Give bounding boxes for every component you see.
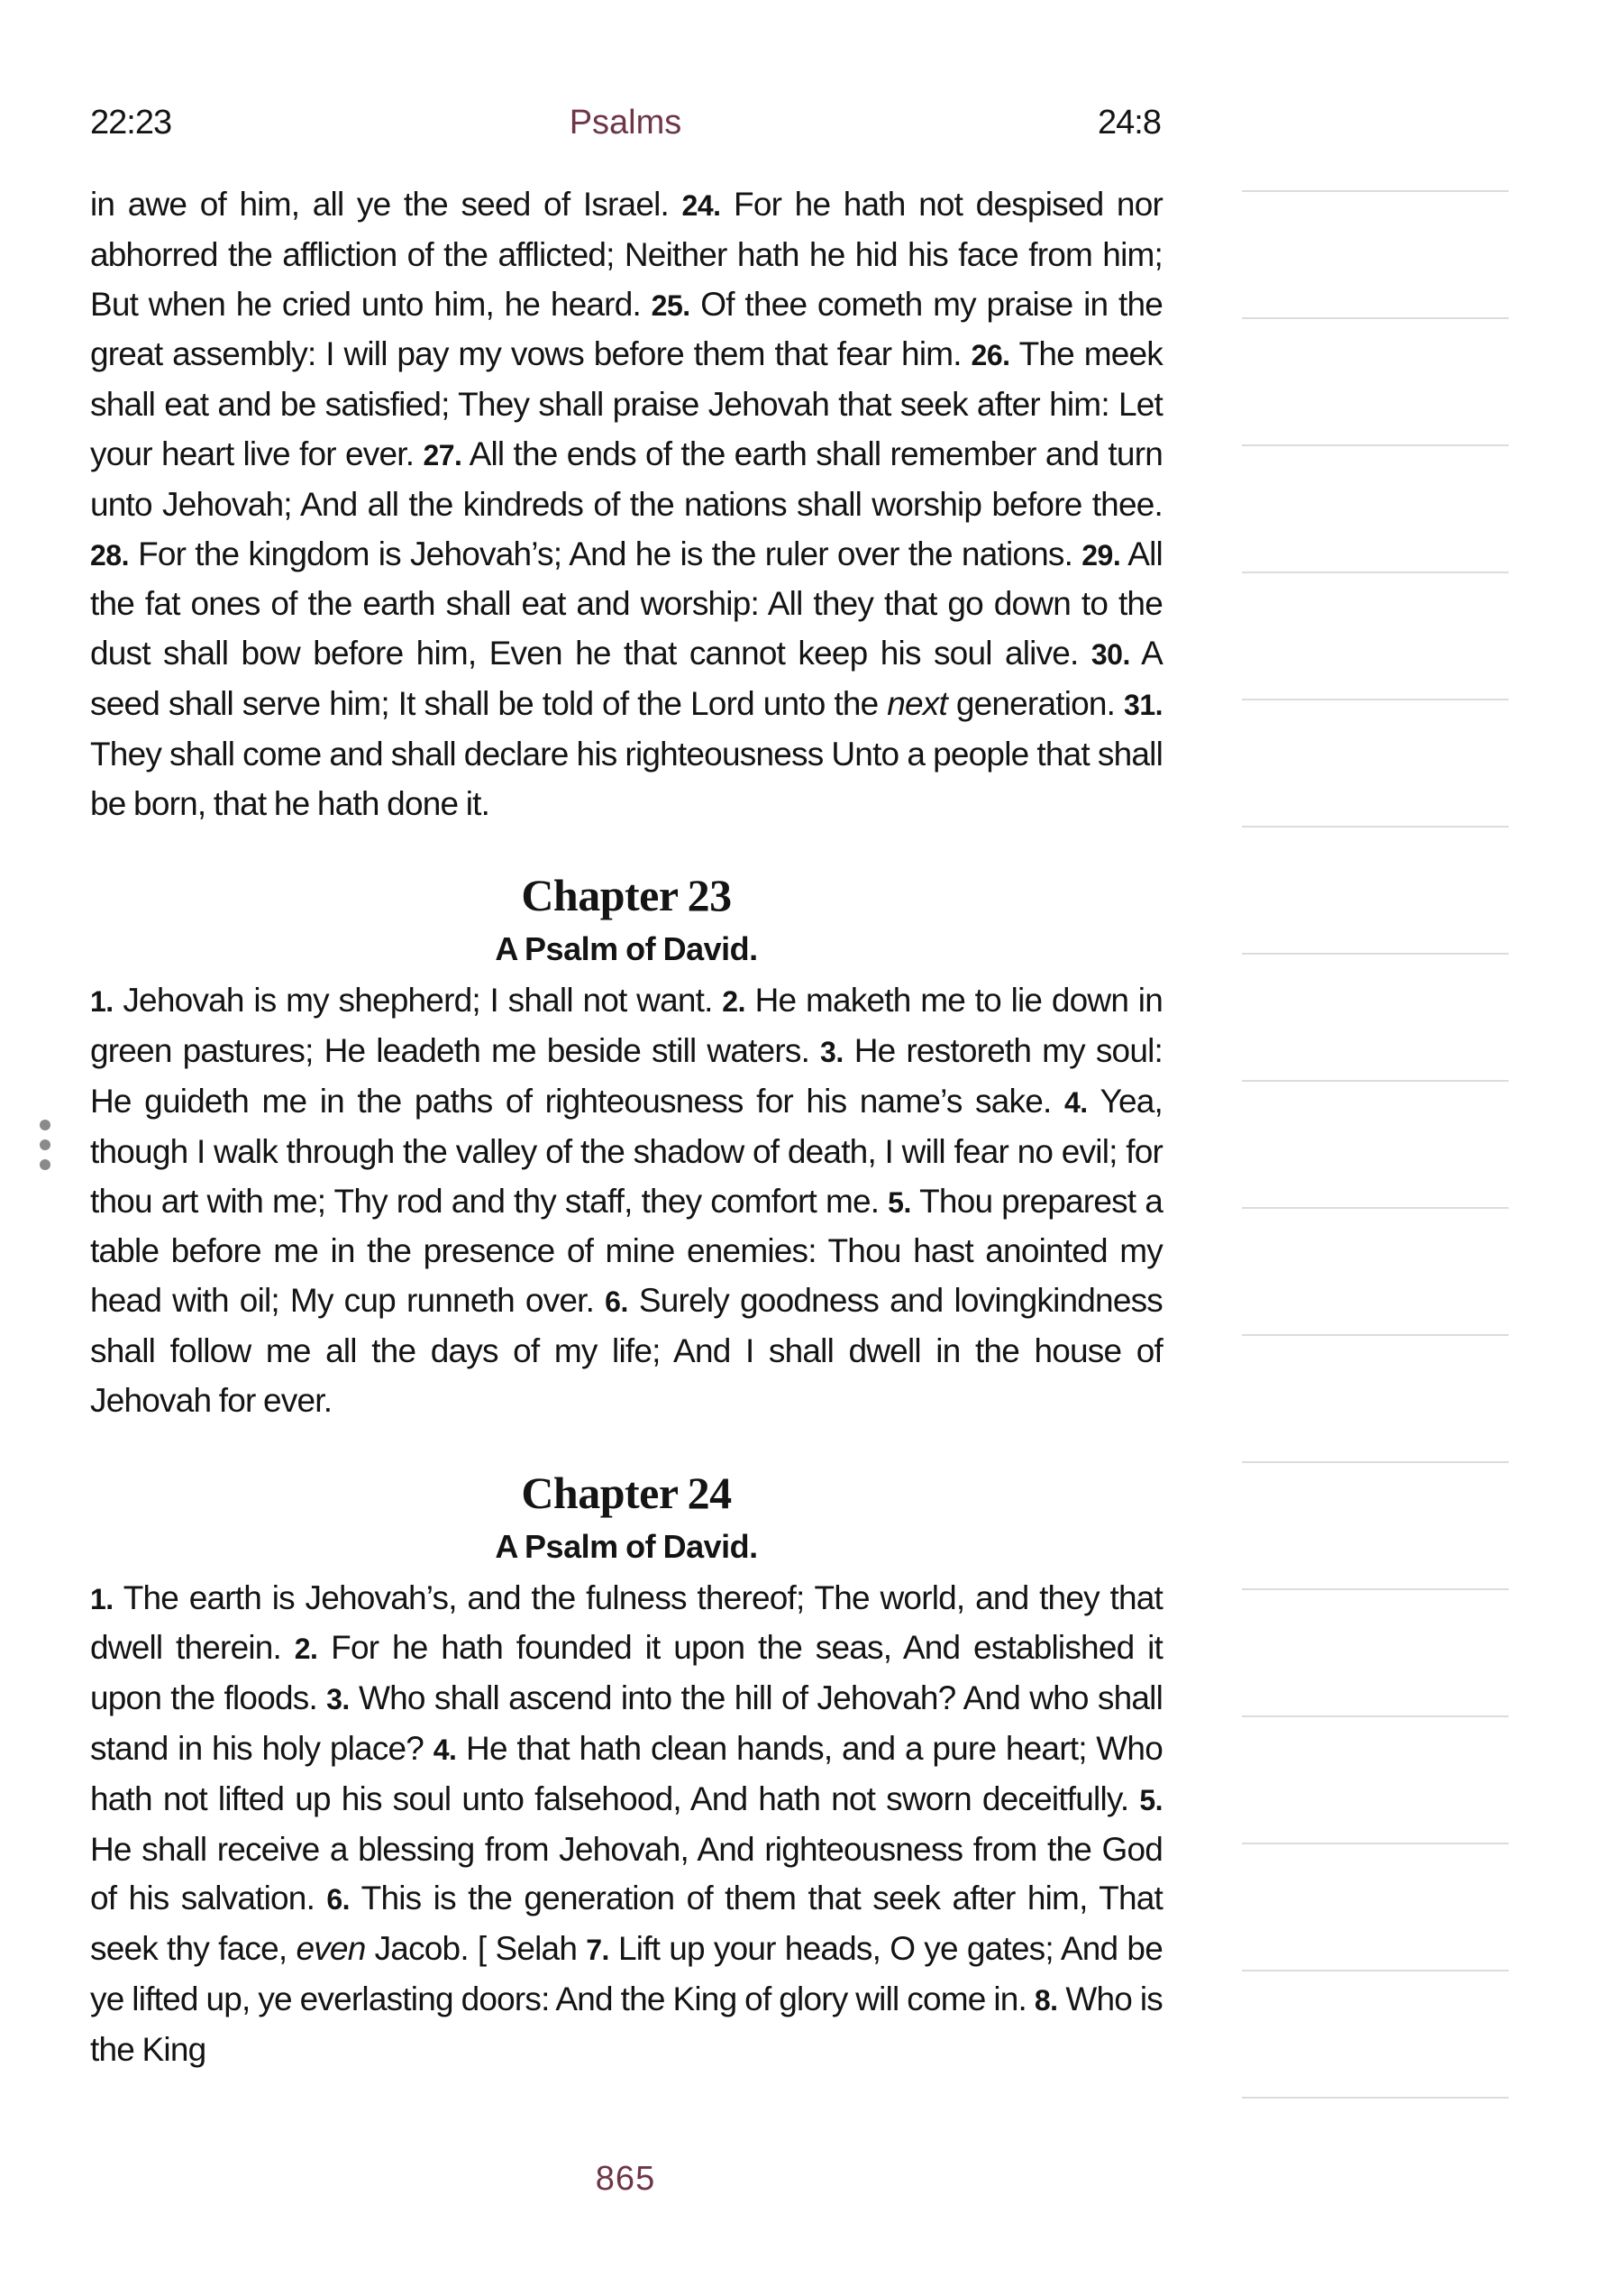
- italic-supplied-word: even: [296, 1930, 366, 1968]
- note-rule-line: [1242, 1588, 1509, 1590]
- verse-number: 1.: [90, 1582, 114, 1615]
- verse-number: 6.: [605, 1285, 628, 1319]
- handle-dot: [40, 1159, 50, 1170]
- verse-number: 8.: [1034, 1983, 1058, 2017]
- verse-number: 3.: [820, 1036, 844, 1069]
- kebab-vertical-icon[interactable]: [36, 1120, 54, 1183]
- notes-margin-rail[interactable]: [1242, 0, 1509, 2296]
- chapter-24-section: [90, 1466, 1163, 2075]
- verse-number: 29.: [1081, 538, 1121, 572]
- note-rule-line: [1242, 2097, 1509, 2099]
- chapter-22-continuation-paragraph: in awe of him, all ye the seed of Israel. 24. For he hath not despised nor abhorred the affliction of the afflicted; Neither hath he hid his face from him; But when he cried unto him, he heard. 25. Of thee cometh my praise in the great assembly: I will pay my vows before them that fear him. 26. The meek shall eat and be satisfied; They shall praise Jehovah that seek after him: Let your heart live for ever. 27. All the ends of the earth shall remember and turn unto Jehovah; And all the kindreds of the nations shall worship before thee. 28. For the kingdom is Jehovah’s; And he is the ruler over the nations. 29. All the fat ones of the earth shall eat and worship: All they that go down to the dust shall bow before him, Even he that cannot keep his soul alive. 30. A seed shall serve him; It shall be told of the Lord unto the next generation. 31. They shall come and shall declare his righteousness Unto a people that shall be born, that he hath done it.: [90, 186, 1164, 822]
- note-rule-line: [1242, 317, 1509, 319]
- verse-number: 30.: [1091, 638, 1130, 672]
- note-rule-line: [1242, 1461, 1509, 1463]
- verse-range-end: 24:8: [1098, 104, 1161, 142]
- chapter-24-subtitle: A Psalm of David.: [495, 1527, 758, 1565]
- handle-dot: [40, 1120, 50, 1130]
- verse-number: 2.: [294, 1633, 318, 1666]
- verse-number: 2.: [722, 985, 745, 1019]
- verse-number: 25.: [651, 288, 690, 322]
- scripture-text-column: [90, 180, 1163, 2075]
- note-rule-line: [1242, 444, 1509, 446]
- chapter-23-section: [90, 868, 1163, 1425]
- note-rule-line: [1242, 1715, 1509, 1717]
- verse-range-start: 22:23: [90, 104, 172, 142]
- italic-supplied-word: next: [887, 684, 947, 722]
- note-rule-line: [1242, 953, 1509, 955]
- verse-number: 5.: [1139, 1783, 1163, 1816]
- verse-number: 24.: [681, 189, 721, 222]
- verse-number: 6.: [326, 1883, 351, 1916]
- verse-number: 31.: [1124, 688, 1163, 721]
- verse-number: 5.: [888, 1185, 911, 1219]
- chapter-23-paragraph: 1. Jehovah is my shepherd; I shall not want. 2. He maketh me to lie down in green pastures; He leadeth me beside still waters. 3. He restoreth my soul: He guideth me in the paths of righteousness for his name’s sake. 4. Yea, though I walk through the valley of the shadow of death, I will fear no evil; for thou art with me; Thy rod and thy staff, they comfort me. 5. Thou preparest a table before me in the presence of mine enemies: Thou hast anointed my head with oil; My cup runneth over. 6. Surely goodness and lovingkindness shall follow me all the days of my life; And I shall dwell in the house of Jehovah for ever.: [90, 982, 1163, 1419]
- chapter-24-paragraph: 1. The earth is Jehovah’s, and the fulness thereof; The world, and they that dwell therein. 2. For he hath founded it upon the seas, And established it upon the floods. 3. Who shall ascend into the hill of Jehovah? And who shall stand in his holy place? 4. He that hath clean hands, and a pure heart; Who hath not lifted up his soul unto falsehood, And hath not sworn deceitfully. 5. He shall receive a blessing from Jehovah, And righteousness from the God of his salvation. 6. This is the generation of them that seek after him, That seek thy face, even Jacob. [ Selah 7. Lift up your heads, O ye gates; And be ye lifted up, ye everlasting doors: And the King of glory will come in. 8. Who is the King: [90, 1578, 1164, 2068]
- handle-dot: [40, 1139, 50, 1150]
- note-rule-line: [1242, 1843, 1509, 1844]
- chapter-23-subtitle: A Psalm of David.: [495, 930, 758, 968]
- page-number: 865: [595, 2160, 656, 2198]
- verse-number: 7.: [586, 1934, 609, 1967]
- running-header: [90, 97, 1161, 148]
- note-rule-line: [1242, 572, 1509, 573]
- chapter-23-title: Chapter 23: [521, 870, 732, 921]
- note-rule-line: [1242, 1080, 1509, 1082]
- verse-number: 1.: [90, 985, 114, 1019]
- note-rule-line: [1242, 1207, 1509, 1209]
- note-rule-line: [1242, 699, 1509, 700]
- verse-number: 28.: [90, 538, 129, 572]
- note-rule-line: [1242, 1334, 1509, 1336]
- verse-number: 27.: [423, 438, 462, 471]
- chapter-24-title: Chapter 24: [521, 1467, 732, 1518]
- verse-number: 4.: [1063, 1085, 1088, 1119]
- verse-number: 3.: [326, 1683, 350, 1716]
- book-title: Psalms: [569, 104, 682, 142]
- note-rule-line: [1242, 826, 1509, 828]
- note-rule-line: [1242, 1970, 1509, 1971]
- note-rule-line: [1242, 190, 1509, 192]
- verse-number: 4.: [433, 1733, 457, 1766]
- verse-number: 26.: [971, 339, 1010, 372]
